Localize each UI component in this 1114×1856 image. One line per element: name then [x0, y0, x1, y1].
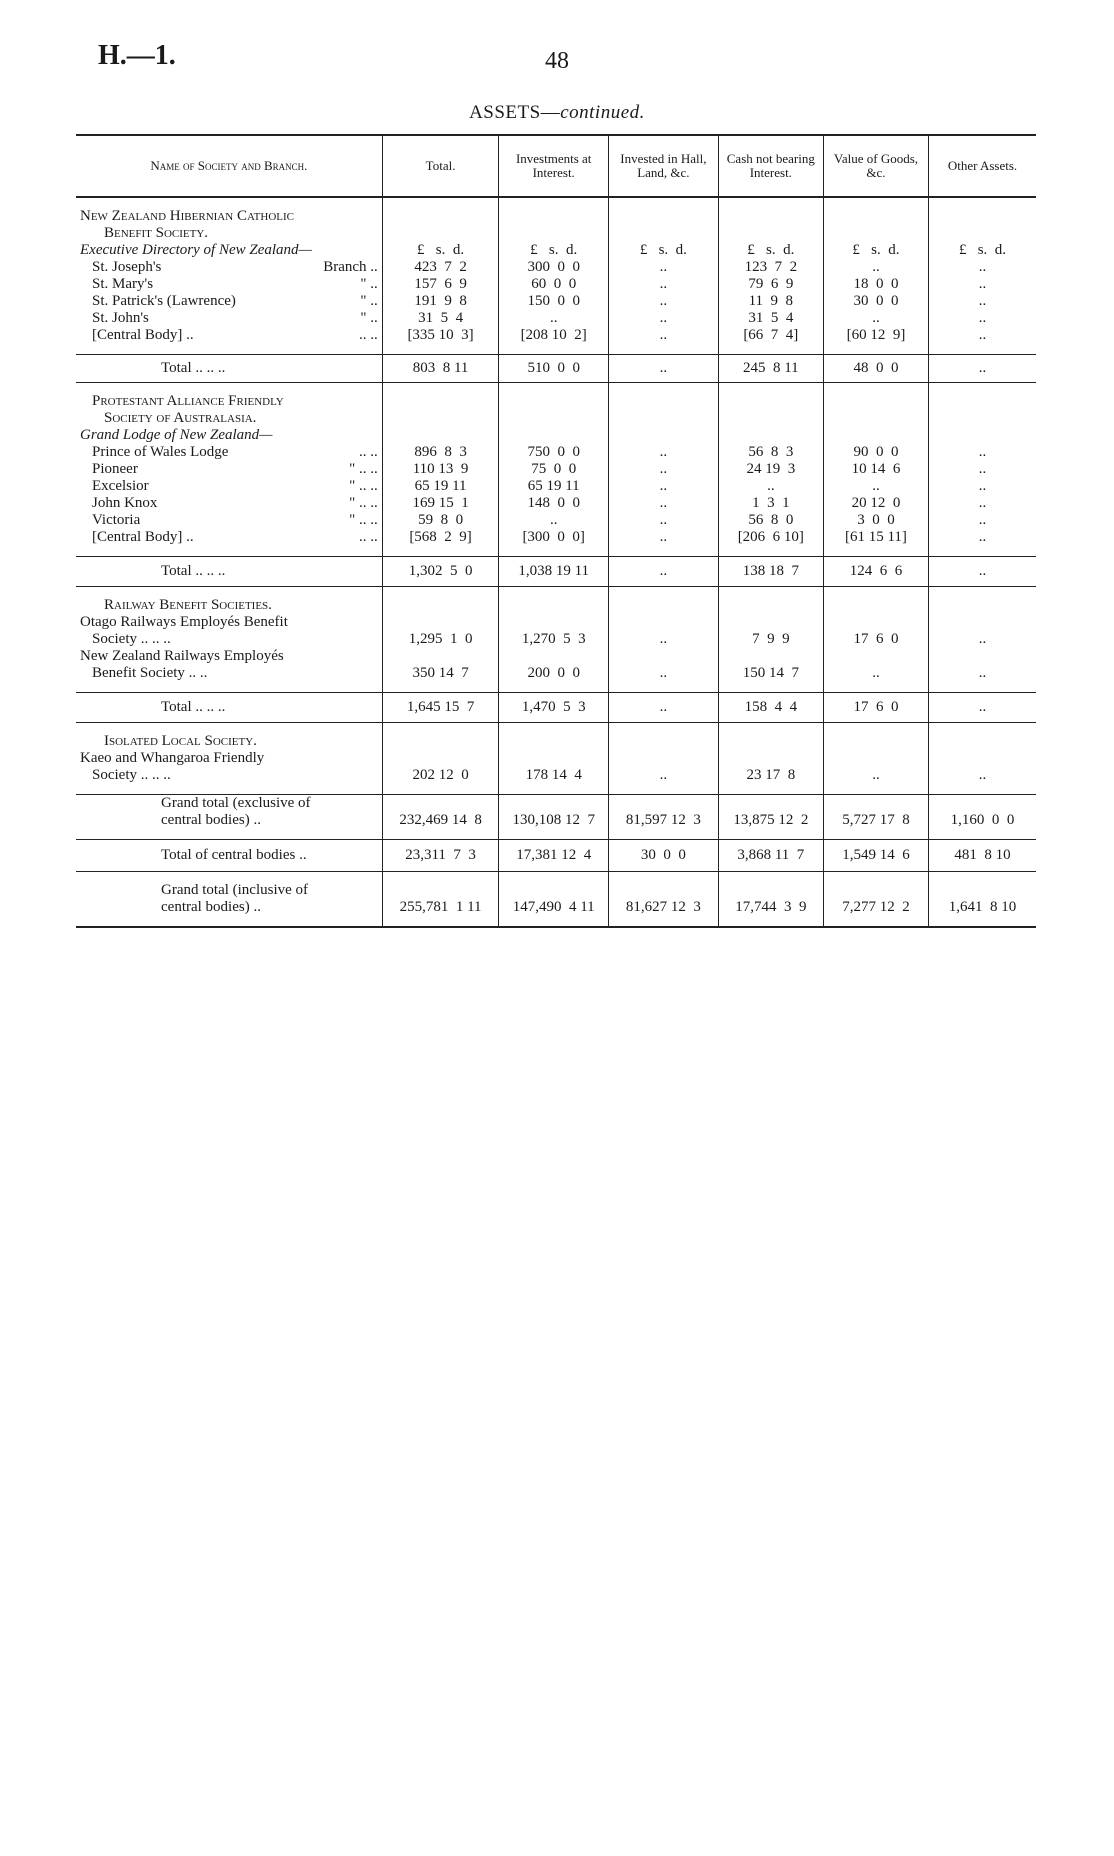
table-row: [Central Body] .. .. .. [335 10 3] [208 10 2] .. [66 7 4] [60 12 9] .. [76, 327, 1036, 344]
section-title: Benefit Society. [76, 225, 1036, 242]
section-title: Railway Benefit Societies. [76, 597, 1036, 614]
table-row: Victoria " .. .. 59 8 0 .. .. 56 8 0 3 0 0 .. [76, 512, 1036, 529]
central-bodies-row: Total of central bodies .. 23,311 7 3 17,381 12 4 30 0 0 3,868 11 7 1,549 14 6 481 8 10 [76, 840, 1036, 872]
table-row: St. Patrick's (Lawrence) " .. 191 9 8 150 0 0 .. 11 9 8 30 0 0 .. [76, 293, 1036, 310]
total-row: Total .. .. .. 1,302 5 0 1,038 19 11 .. 138 18 7 124 6 6 .. [76, 557, 1036, 587]
table-row: Society .. .. .. 202 12 0 178 14 4 .. 23 17 8 .. .. [76, 767, 1036, 784]
col-name: Name of Society and Branch. [76, 135, 382, 197]
section-title: New Zealand Hibernian Catholic [76, 208, 1036, 225]
table-row: St. John's " .. 31 5 4 .. .. 31 5 4 .. .. [76, 310, 1036, 327]
col-cash: Cash not bearing Interest. [718, 135, 823, 197]
table-row: St. Joseph's Branch .. 423 7 2 300 0 0 .. 123 7 2 .. .. [76, 259, 1036, 276]
col-hall: Invested in Hall, Land, &c. [609, 135, 719, 197]
table-row: Pioneer " .. .. 110 13 9 75 0 0 .. 24 19 3 10 14 6 .. [76, 461, 1036, 478]
col-total: Total. [382, 135, 499, 197]
table-row: Prince of Wales Lodge .. .. 896 8 3 750 0 0 .. 56 8 3 90 0 0 .. [76, 444, 1036, 461]
table-row: Otago Railways Employés Benefit [76, 614, 1036, 631]
col-goods: Value of Goods, &c. [823, 135, 928, 197]
table-row: St. Mary's " .. 157 6 9 60 0 0 .. 79 6 9 18 0 0 .. [76, 276, 1036, 293]
grand-total-exclusive-row: central bodies) .. 232,469 14 8 130,108 12 7 81,597 12 3 13,875 12 2 5,727 17 8 1,160 0 0 [76, 812, 1036, 829]
total-row: Total .. .. .. 803 8 11 510 0 0 .. 245 8 11 48 0 0 .. [76, 355, 1036, 383]
grand-total-exclusive-row: Grand total (exclusive of [76, 795, 1036, 813]
page-heading: ASSETS—continued. [469, 102, 645, 123]
table-header [76, 135, 1036, 197]
table-row: Excelsior " .. .. 65 19 11 65 19 11 .. .. .. .. [76, 478, 1036, 495]
table-row: Kaeo and Whangaroa Friendly [76, 750, 1036, 767]
table-row: Society .. .. .. 1,295 1 0 1,270 5 3 .. 7 9 9 17 6 0 .. [76, 631, 1036, 648]
col-investments: Investments at Interest. [499, 135, 609, 197]
section-subtitle: Grand Lodge of New Zealand— [76, 427, 1036, 444]
assets-table [76, 134, 1036, 928]
table-row: John Knox " .. .. 169 15 1 148 0 0 .. 1 3 1 20 12 0 .. [76, 495, 1036, 512]
section-title: Protestant Alliance Friendly [76, 393, 1036, 410]
table-row: [Central Body] .. .. .. [568 2 9] [300 0 0] .. [206 6 10] [61 15 11] .. [76, 529, 1036, 546]
grand-total-inclusive-row: Grand total (inclusive of [76, 882, 1036, 899]
section-subtitle: Executive Directory of New Zealand— £ s. d. £ s. d. £ s. d. £ s. d. £ s. d. £ s. d. [76, 242, 1036, 259]
table-row: Benefit Society .. .. 350 14 7 200 0 0 .. 150 14 7 .. .. [76, 665, 1036, 682]
total-row: Total .. .. .. 1,645 15 7 1,470 5 3 .. 158 4 4 17 6 0 .. [76, 693, 1036, 723]
document-code: H.—1. [98, 40, 176, 71]
table-row: New Zealand Railways Employés [76, 648, 1036, 665]
col-other: Other Assets. [947, 158, 1018, 173]
section-title: Society of Australasia. [76, 410, 1036, 427]
page-number: 48 [545, 48, 569, 74]
grand-total-inclusive-row: central bodies) .. 255,781 1 11 147,490 4 11 81,627 12 3 17,744 3 9 7,277 12 2 1,641 8 10 [76, 899, 1036, 916]
section-title: Isolated Local Society. [76, 733, 1036, 750]
